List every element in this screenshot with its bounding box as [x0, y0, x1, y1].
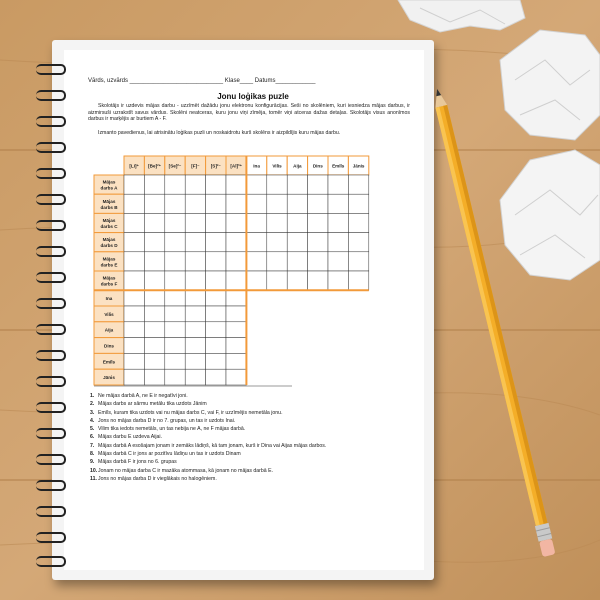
clue-number: 7. [90, 442, 95, 449]
row-label-homework: Mājas [102, 275, 116, 281]
clue-text: Jonam no mājas darba C ir mazāka atommasa, kā jonam no mājas darbā E. [98, 467, 274, 474]
clue-text: Jons no mājas darba D ir vieglākais no halogēniem. [98, 475, 217, 482]
name-class-date-line: Vārds, uzvārds ____________________________ Klase____ Datums____________ [88, 78, 316, 84]
row-label-homework: Mājas [102, 218, 116, 223]
clue-number: 9. [90, 459, 95, 466]
row-label-name: Jānis [103, 375, 115, 381]
row-label-homework: darbs B [100, 204, 118, 210]
clue-text: Mājas darbs ar sārmu metālu tika uzdots Jānim [98, 401, 207, 408]
clue-text: Vilim tika iedots nemetāls, un tas nebija ne A, ne F mājas darbā. [98, 426, 246, 433]
row-label-name: Ina [105, 296, 113, 302]
clue-number: 2. [90, 401, 95, 408]
column-header: Jānis [352, 163, 365, 169]
row-label-homework: Mājas [102, 237, 116, 243]
row-label-homework: Mājas [102, 198, 116, 204]
row-label-homework: darbs A [100, 185, 118, 191]
clue-number: 8. [90, 451, 95, 458]
column-header: Vilis [272, 163, 282, 169]
clue-text: Jons no mājas darba D ir no 7. grupas, un tas ir uzdots Inai. [98, 417, 236, 424]
column-header: Dins [312, 163, 323, 169]
clue-text: Mājas darbu E uzdeva Aijai. [98, 434, 163, 441]
row-label-name: Dins [104, 343, 114, 349]
row-label-homework: Mājas [102, 256, 116, 262]
column-header: Ina [253, 163, 260, 169]
worksheet-title: Jonu loģikas puzle [217, 92, 289, 101]
clue-number: 11. [90, 475, 97, 482]
clue-text: Ne mājas darbā A, ne E ir negatīvi joni. [98, 393, 188, 399]
row-label-homework: darbs D [100, 243, 118, 249]
column-header: Emīls [332, 163, 345, 169]
column-header: [Al]³⁺ [230, 163, 243, 169]
clue-number: 4. [90, 417, 95, 424]
clue-number: 10. [90, 467, 98, 474]
row-label-homework: darbs C [100, 224, 118, 229]
clue-text: Mājas darbā C ir jons ar pozitīvu lādiņu un tas ir uzdots Dinam [98, 451, 241, 458]
clue-text: Mājas darbā A esošajam jonam ir zemāks lādiņš, kā tam jonam, kurš ir Dina vai Aijas mājas darbos. [98, 442, 327, 449]
column-header: [Li]⁺ [129, 163, 139, 169]
row-label-name: Aija [104, 327, 114, 333]
row-label-name: Emīls [102, 359, 116, 365]
column-header: [F]⁻ [191, 163, 200, 169]
clue-number: 6. [90, 434, 95, 441]
clue-number: 5. [90, 426, 95, 433]
instructions-paragraph: Izmanto pavedienus, lai atrisinātu loģikas puzli un noskaidrotu kurš skolēns ir aizpildījis kuru mājas darbu. [98, 130, 341, 136]
row-label-homework: darbs E [100, 262, 118, 268]
column-header: Aija [293, 163, 302, 169]
column-header: [S]²⁻ [210, 163, 221, 169]
column-header: [Be]²⁺ [148, 163, 162, 169]
row-label-homework: Mājas [102, 179, 116, 185]
clue-text: Mājas darbā F ir jons no 6. grupas [98, 459, 177, 466]
clue-number: 1. [90, 393, 95, 399]
row-label-name: Vilis [104, 311, 114, 317]
clue-number: 3. [90, 409, 95, 416]
column-header: [Se]²⁻ [168, 163, 182, 169]
clue-text: Emīls, kuram tika uzdots vai nu mājas darbs C, vai F, ir uzzīmējis nemetāla jonu. [98, 409, 283, 416]
intro-paragraph: Skolotājs ir uzdevis mājas darbu - uzzīmēt dažādu jonu elektronu konfigurācijas. Seši no skolēniem, kuri iesniedza mājas darbus, ir aizmirsuši uzrakstīt savus vārdus. Skolēni neatceras, kuru jonu viņi zīmēja, tomēr viņi atceras dažas detaļas. Skolotājs visus anonīmos darbus ir marķējis ar burtiem A - F. [88, 103, 410, 123]
row-label-homework: darbs F [100, 281, 118, 287]
